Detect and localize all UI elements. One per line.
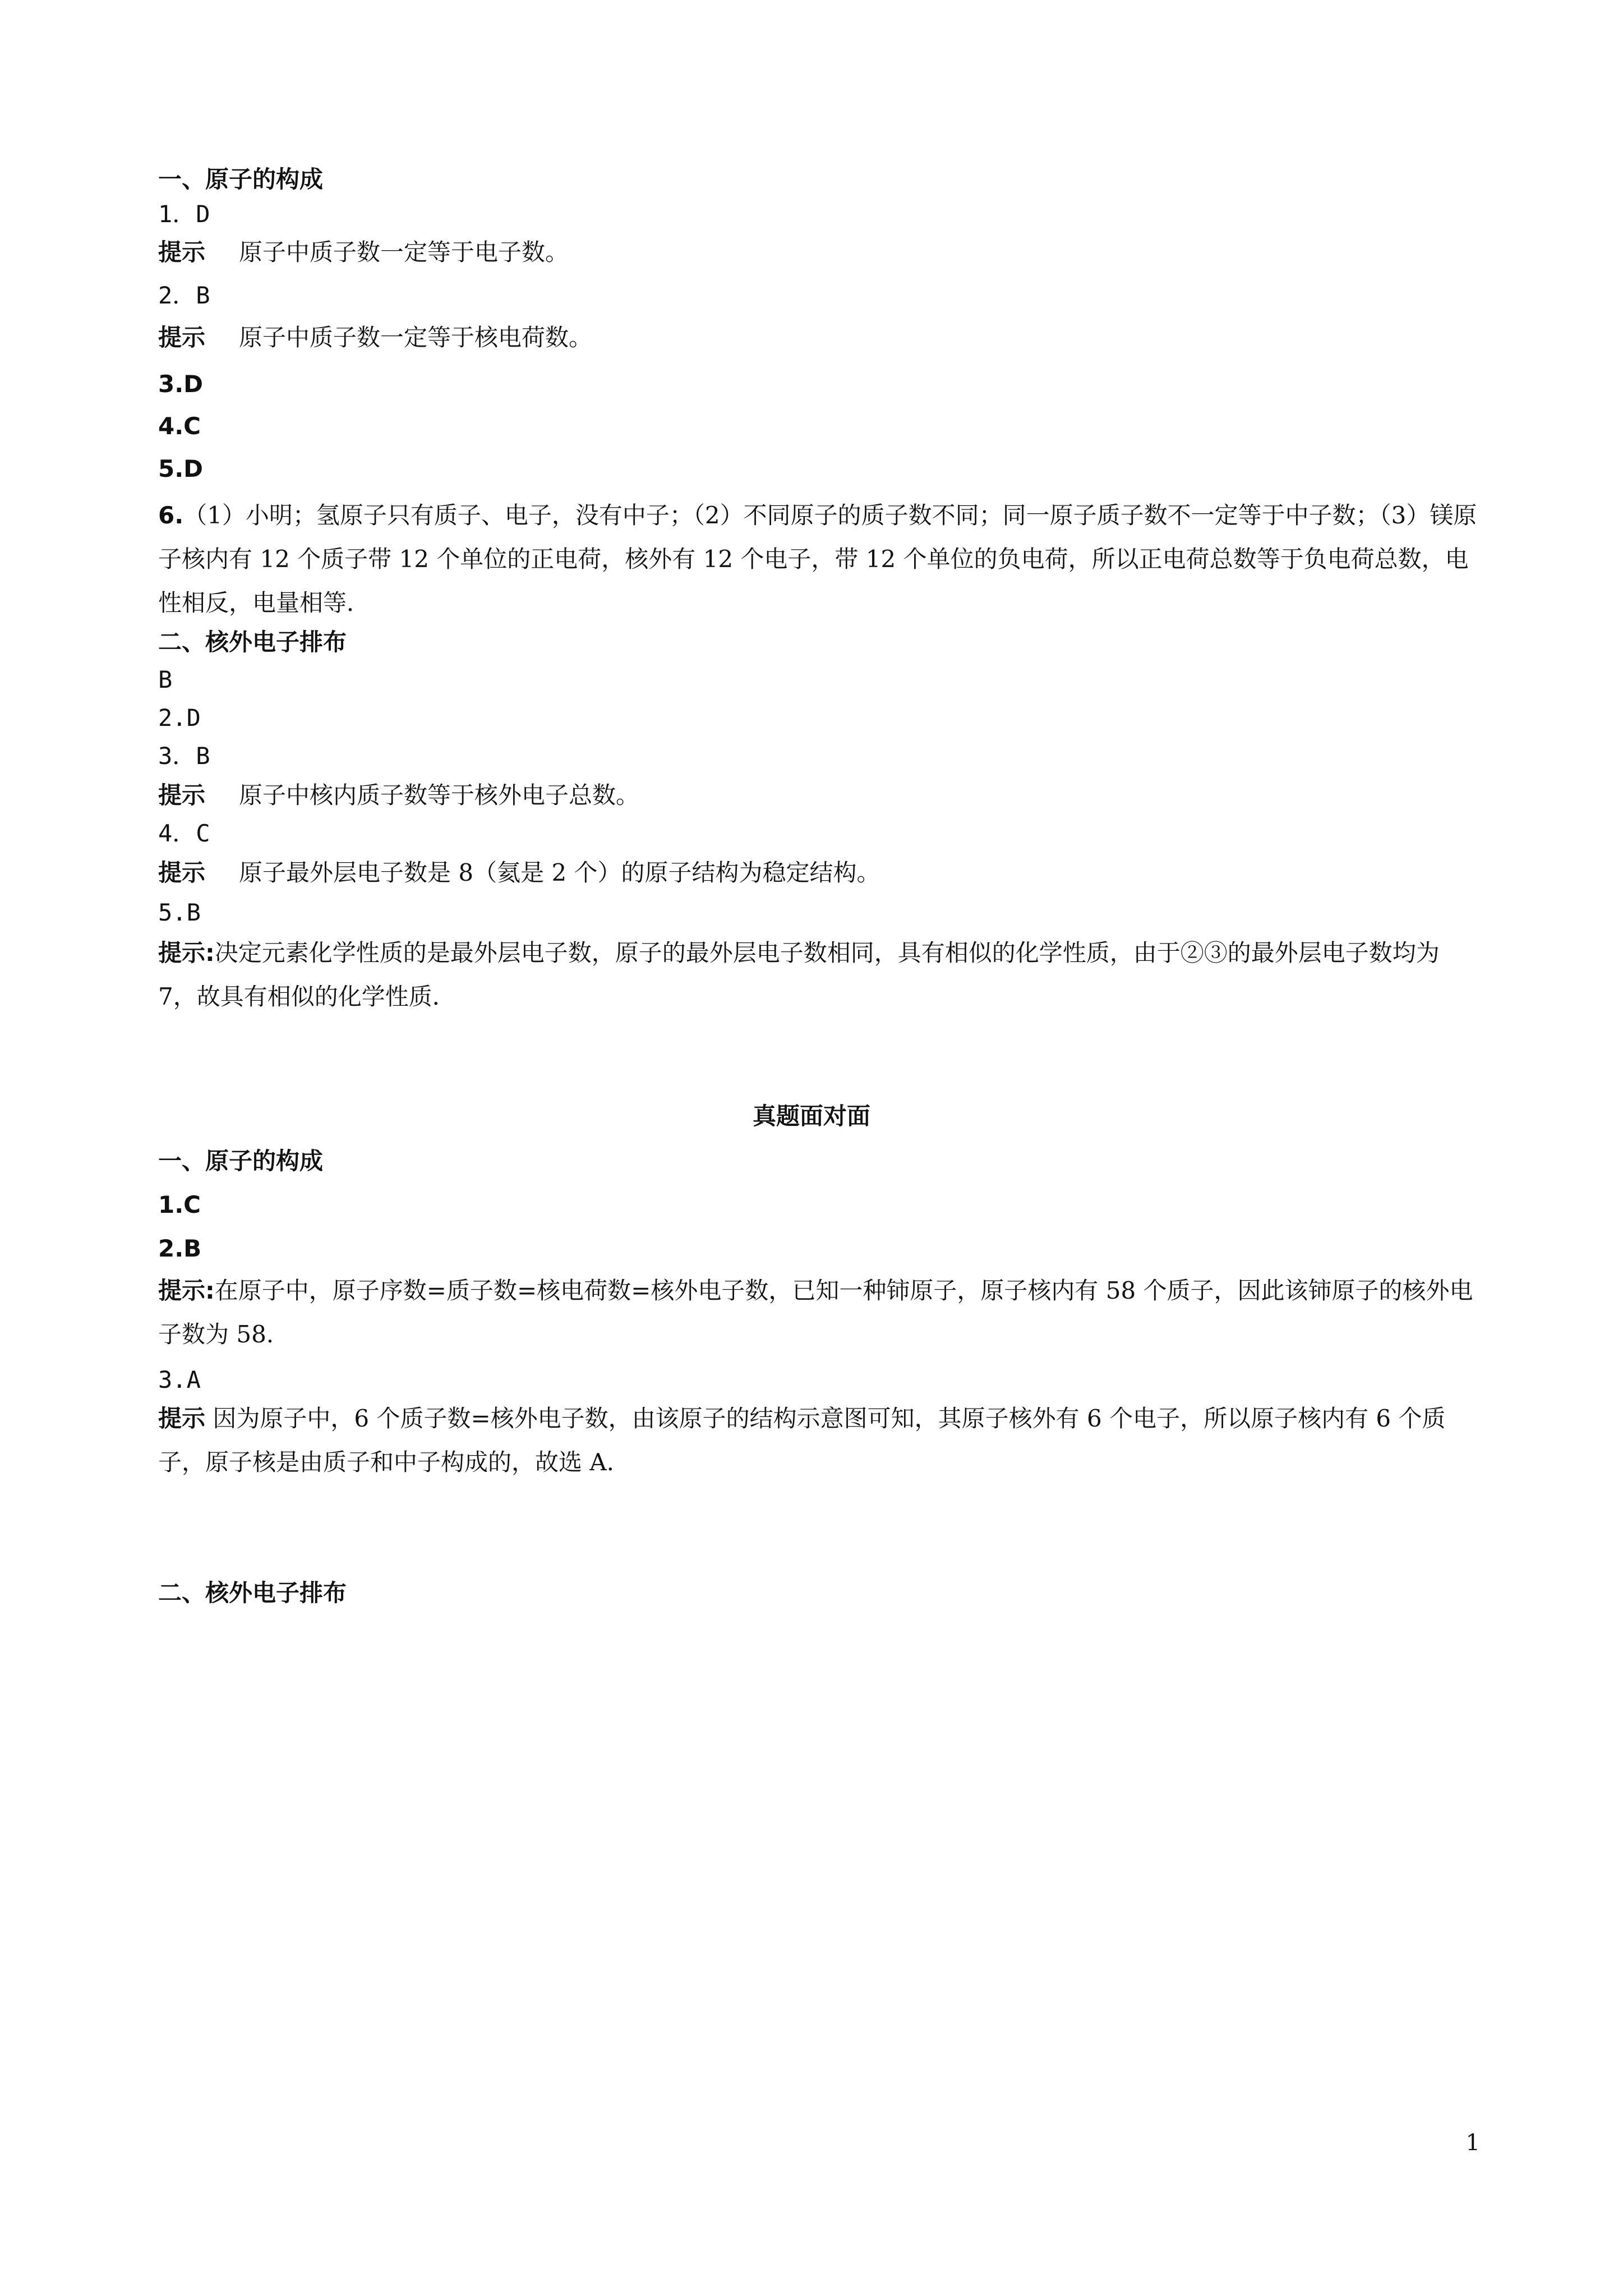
- s2-answer-2: 2.D: [158, 704, 201, 731]
- answer-4: 4.C: [158, 412, 201, 440]
- tip-label: 提示: [158, 238, 206, 266]
- p2-answer-3: 3.A: [158, 1366, 201, 1393]
- p2-answer-2: 2.B: [158, 1235, 202, 1262]
- s2-answer-3: 3．B: [158, 742, 210, 770]
- tip-text: 决定元素化学性质的是最外层电子数，原子的最外层电子数相同，具有相似的化学性质，由于②③的最外层电子数均为 7，故具有相似的化学性质．: [158, 939, 1440, 1010]
- p2-section-heading-atom-structure: 一、原子的构成: [158, 1147, 324, 1175]
- tip-label: 提示: [158, 781, 206, 809]
- answer-6: [158, 494, 1482, 625]
- p2-answer-1: 1.C: [158, 1191, 201, 1218]
- tip-2: [158, 321, 1483, 355]
- page-number: 1: [1465, 2130, 1480, 2156]
- s2-tip-3: [158, 779, 1483, 812]
- tip-label: 提示:: [158, 939, 215, 967]
- tip-text: 原子中质子数一定等于电子数。: [239, 238, 569, 266]
- tip-label: 提示: [158, 859, 206, 886]
- s2-answer-1: B: [158, 666, 173, 693]
- s2-tip-4: [158, 856, 1483, 890]
- answer-6-text: （1）小明；氢原子只有质子、电子，没有中子；（2）不同原子的质子数不同；同一原子质子数不一定等于中子数；（3）镁原子核内有 12 个质子带 12 个单位的正电荷，核外有 12 个电子，带 12 个单位的负电荷，所以正电荷总数等于负电荷总数，电性相反，电量相等．: [158, 501, 1477, 616]
- p2-section-heading-electron-arrangement: 二、核外电子排布: [158, 1579, 347, 1607]
- s2-tip-5: [158, 931, 1482, 1019]
- tip-label: 提示:: [158, 1277, 215, 1304]
- section-heading-atom-structure: 一、原子的构成: [158, 165, 324, 193]
- tip-text: 原子中核内质子数等于核外电子总数。: [239, 781, 640, 809]
- p2-tip-2: [158, 1269, 1482, 1356]
- answer-5: 5.D: [158, 455, 204, 482]
- tip-text: 原子中质子数一定等于核电荷数。: [239, 324, 593, 351]
- tip-text: 在原子中，原子序数=质子数=核电荷数=核外电子数，已知一种铈原子，原子核内有 58 个质子，因此该铈原子的核外电子数为 58.: [158, 1277, 1473, 1348]
- answer-1: 1．D: [158, 200, 210, 228]
- s2-answer-4: 4．C: [158, 820, 210, 847]
- section-heading-electron-arrangement: 二、核外电子排布: [158, 628, 347, 656]
- section-title-exam-questions: 真题面对面: [752, 1102, 870, 1130]
- tip-label: 提示: [158, 1405, 206, 1432]
- answer-3: 3.D: [158, 370, 204, 398]
- tip-label: 提示: [158, 324, 206, 351]
- tip-text: 因为原子中，6 个质子数=核外电子数，由该原子的结构示意图可知，其原子核外有 6 个电子，所以原子核内有 6 个质子，原子核是由质子和中子构成的，故选 A.: [158, 1405, 1446, 1476]
- question-number: 6.: [158, 501, 184, 529]
- answer-2: 2．B: [158, 282, 210, 309]
- p2-tip-3: [158, 1397, 1482, 1484]
- s2-answer-5: 5.B: [158, 899, 201, 926]
- tip-1: [158, 236, 1483, 269]
- tip-text: 原子最外层电子数是 8（氦是 2 个）的原子结构为稳定结构。: [239, 859, 880, 886]
